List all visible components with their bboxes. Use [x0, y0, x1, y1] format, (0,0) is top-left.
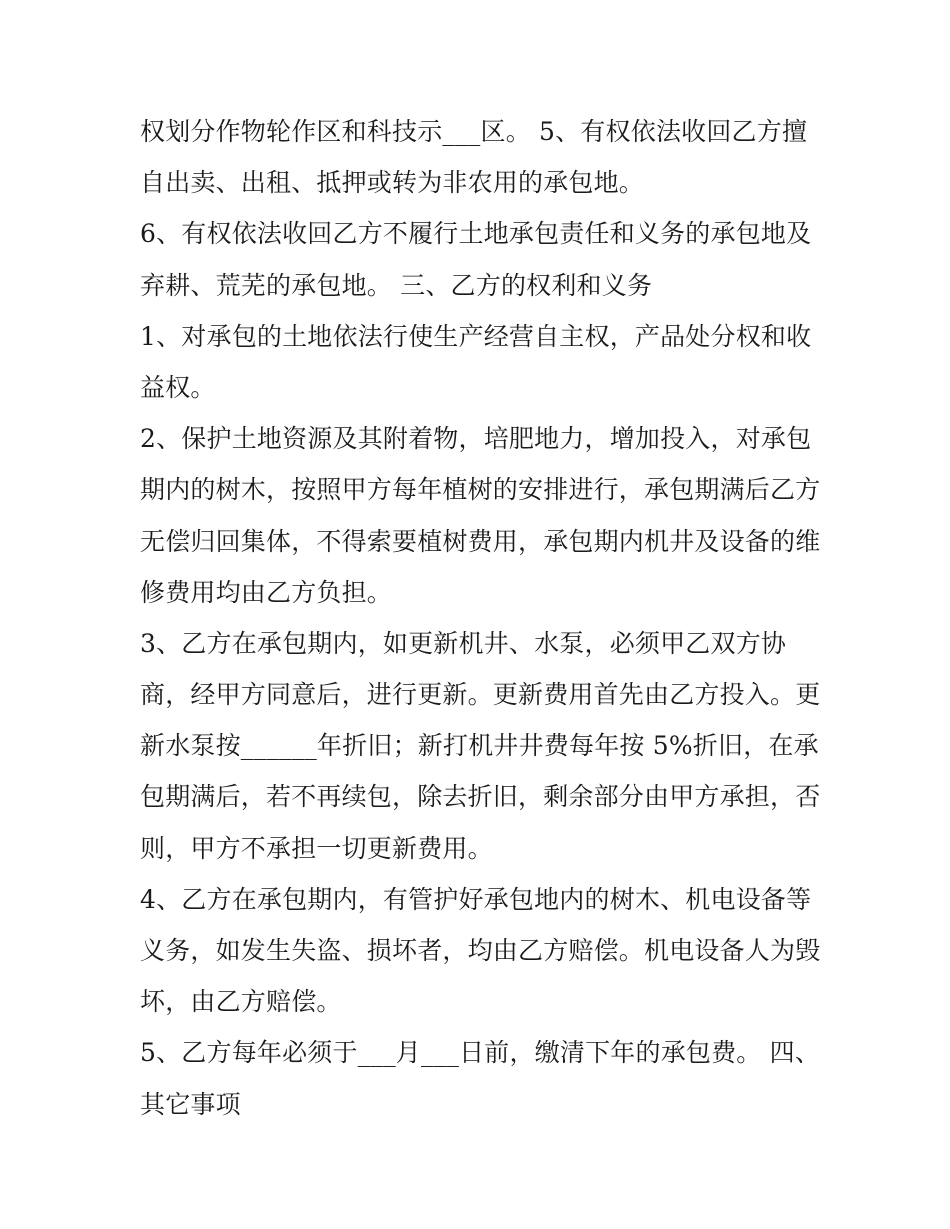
text-line: 新水泵按______年折旧；新打机井井费每年按 5%折旧，在承 — [140, 731, 819, 761]
text-line: 4、乙方在承包期内，有管护好承包地内的树木、机电设备等 — [140, 884, 812, 914]
text-line: 益权。 — [140, 372, 216, 402]
text-line: 期内的树木，按照甲方每年植树的安排进行，承包期满后乙方 — [140, 475, 821, 505]
text-line: 坏，由乙方赔偿。 — [140, 987, 342, 1017]
text-line: 3、乙方在承包期内，如更新机井、水泵，必须甲乙双方协 — [140, 628, 787, 658]
text-line: 5、乙方每年必须于___月___日前，缴清下年的承包费。 四、 — [140, 1038, 821, 1068]
text-line: 则，甲方不承担一切更新费用。 — [140, 833, 493, 863]
document-body — [140, 106, 830, 1130]
text-line: 修费用均由乙方负担。 — [140, 577, 393, 607]
text-line: 权划分作物轮作区和科技示___区。 5、有权依法收回乙方擅 — [140, 117, 808, 146]
text-line: 弃耕、荒芜的承包地。 三、乙方的权利和义务 — [140, 270, 653, 300]
text-line: 无偿归回集体，不得索要植树费用，承包期内机井及设备的维 — [140, 526, 821, 556]
text-line: 2、保护土地资源及其附着物，培肥地力，增加投入，对承包 — [140, 424, 812, 454]
text-line: 其它事项 — [140, 1089, 241, 1119]
text-line: 1、对承包的土地依法行使生产经营自主权，产品处分权和收 — [140, 321, 812, 351]
text-line: 自出卖、出租、抵押或转为非农用的承包地。 — [140, 168, 645, 198]
text-line: 6、有权依法收回乙方不履行土地承包责任和义务的承包地及 — [140, 219, 812, 249]
text-line: 义务，如发生失盗、损坏者，均由乙方赔偿。机电设备人为毁 — [140, 936, 821, 965]
text-line: 商，经甲方同意后，进行更新。更新费用首先由乙方投入。更 — [140, 680, 821, 710]
text-line: 包期满后，若不再续包，除去折旧，剩余部分由甲方承担，否 — [140, 782, 821, 812]
